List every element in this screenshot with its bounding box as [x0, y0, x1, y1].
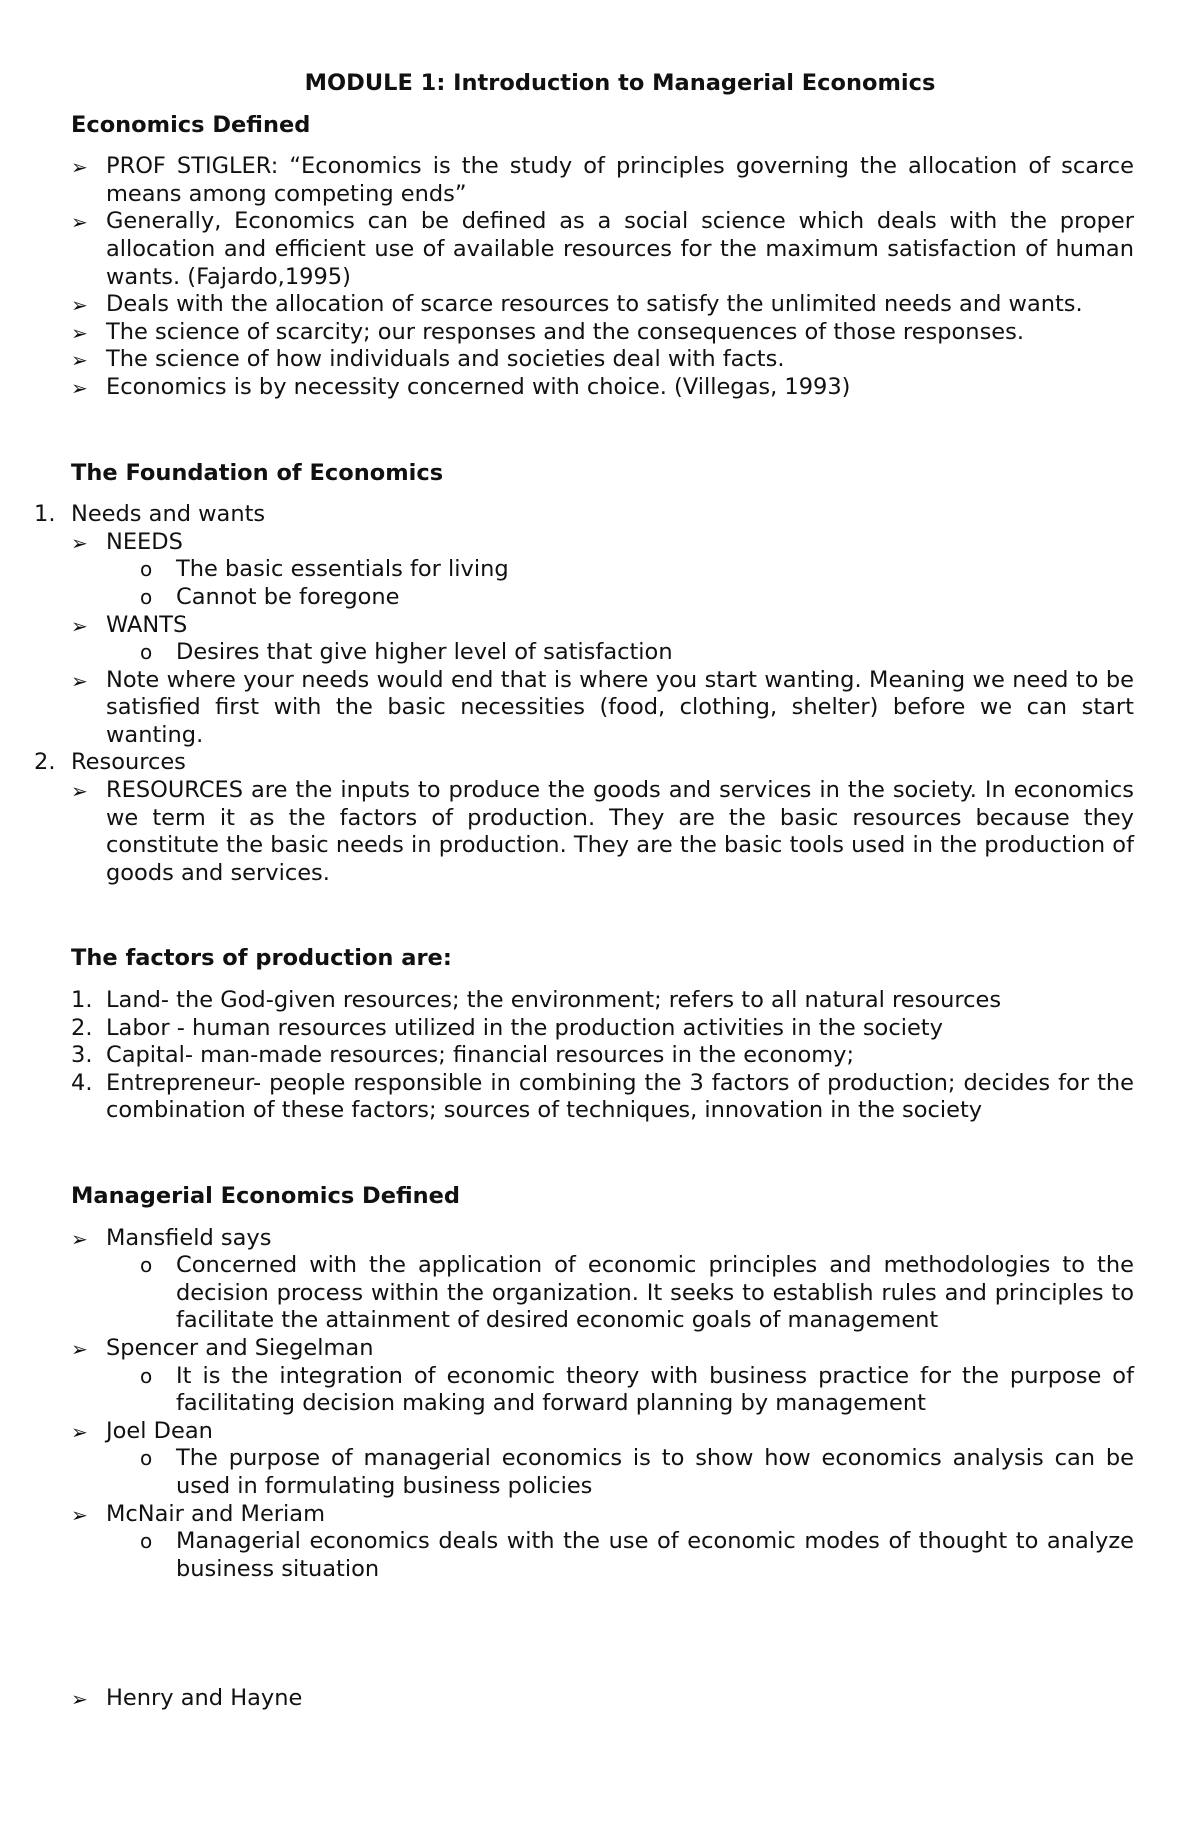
factors-list [71, 987, 1134, 1125]
list-item-label: Resources [71, 749, 186, 776]
arrow-bullet-icon: ➢ [71, 530, 88, 555]
list-item: o The purpose of managerial economics is to show how economics analysis can be used in formulating business policies [140, 1445, 1134, 1499]
list-item: ➢ McNair and Meriam o Managerial economics deals with the use of economic modes of thought to analyze business situation [71, 1500, 1134, 1582]
circle-bullet-icon: o [140, 557, 153, 582]
arrow-bullet-icon: ➢ [71, 1419, 88, 1444]
circle-bullet-icon: o [140, 584, 153, 609]
foundation-item-resources [34, 749, 1134, 887]
list-item: 2. Labor - human resources utilized in the production activities in the society [71, 1014, 943, 1041]
arrow-bullet-icon: ➢ [71, 1336, 88, 1361]
arrow-bullet-icon: ➢ [71, 293, 88, 318]
list-number: 2. [34, 749, 56, 776]
arrow-bullet-icon: ➢ [71, 1226, 88, 1251]
section-heading-foundation: The Foundation of Economics [71, 459, 444, 486]
section-heading-factors: The factors of production are: [71, 945, 452, 972]
list-item: o Concerned with the application of economic principles and methodologies to the decision process within the organization. It seeks to establish rules and principles to facilitate the attainment of desired economic goals of management [140, 1252, 1134, 1334]
list-item: ➢ The science of how individuals and societies deal with facts. [71, 346, 1134, 374]
section-heading-economics-defined: Economics Defined [71, 111, 311, 138]
list-item: ➢ The science of scarcity; our responses and the consequences of those responses. [71, 319, 1134, 347]
circle-bullet-icon: o [140, 1446, 153, 1471]
page-title: MODULE 1: Introduction to Managerial Economics [304, 70, 936, 96]
arrow-bullet-icon: ➢ [71, 348, 88, 373]
list-item-needs: ➢ NEEDS o The basic essentials for living o Cannot be foregone [71, 529, 1134, 612]
list-item-note: ➢ Note where your needs would end that is where you start wanting. Meaning we need to be satisfied first with the basic necessities (food, clothing, shelter) before we can start wanting. [71, 666, 1134, 748]
list-item: ➢ Spencer and Siegelman o It is the integration of economic theory with business practice for the purpose of facilitating decision making and forward planning by management [71, 1334, 1134, 1417]
arrow-bullet-icon: ➢ [71, 375, 88, 400]
arrow-bullet-icon: ➢ [71, 668, 88, 693]
list-number: 1. [34, 501, 56, 528]
arrow-bullet-icon: ➢ [71, 1687, 88, 1712]
section-heading-managerial: Managerial Economics Defined [71, 1183, 461, 1209]
circle-bullet-icon: o [140, 1253, 153, 1278]
list-item: ➢ Joel Dean o The purpose of managerial economics is to show how economics analysis can be used in formulating business policies [71, 1417, 1134, 1499]
foundation-item-needs-wants [34, 501, 1134, 749]
list-item: o Desires that give higher level of satisfaction [140, 639, 673, 666]
list-item: 4. Entrepreneur- people responsible in combining the 3 factors of production; decides for the combination of these factors; sources of techniques, innovation in the society [71, 1069, 1134, 1124]
list-item-label: Needs and wants [71, 501, 266, 528]
arrow-bullet-icon: ➢ [71, 320, 88, 345]
arrow-bullet-icon: ➢ [71, 155, 88, 180]
list-item: ➢ Henry and Hayne [71, 1685, 1134, 1713]
circle-bullet-icon: o [140, 1363, 153, 1388]
list-item: ➢ Generally, Economics can be defined as a social science which deals with the proper allocation and efficient use of available resources for the maximum satisfaction of human wants. (Fajardo,1995) [71, 208, 1134, 290]
list-item: ➢ Deals with the allocation of scarce resources to satisfy the unlimited needs and wants. [71, 291, 1134, 319]
list-item: ➢ RESOURCES are the inputs to produce the goods and services in the society. In economics we term it as the factors of production. They are the basic resources because they constitute the basic needs in production. They are the basic tools used in the production of goods and services. [71, 777, 1134, 886]
list-item: o It is the integration of economic theory with business practice for the purpose of facilitating decision making and forward planning by management [140, 1362, 1134, 1417]
list-item: ➢ PROF STIGLER: “Economics is the study of principles governing the allocation of scarce means among competing ends” [71, 153, 1134, 207]
arrow-bullet-icon: ➢ [71, 613, 88, 638]
list-item: ➢ Mansfield says o Concerned with the application of economic principles and methodologies to the decision process within the organization. It seeks to establish rules and principles to facilitate the attainment of desired economic goals of management [71, 1224, 1134, 1334]
economics-defined-list [71, 153, 1134, 401]
managerial-list [71, 1225, 1134, 1584]
list-item: ➢ Economics is by necessity concerned with choice. (Villegas, 1993) [71, 374, 1134, 402]
list-item: o The basic essentials for living [140, 556, 509, 583]
list-item-wants: ➢ WANTS o Desires that give higher level of satisfaction [71, 612, 1134, 667]
arrow-bullet-icon: ➢ [71, 210, 88, 235]
list-item: 1. Land- the God-given resources; the environment; refers to all natural resources [71, 987, 1002, 1014]
list-item: o Managerial economics deals with the use of economic modes of thought to analyze business situation [140, 1528, 1134, 1582]
arrow-bullet-icon: ➢ [71, 1502, 88, 1527]
circle-bullet-icon: o [140, 1529, 153, 1554]
list-item: o Cannot be foregone [140, 583, 400, 610]
arrow-bullet-icon: ➢ [71, 779, 88, 804]
list-item: 3. Capital- man-made resources; financial resources in the economy; [71, 1042, 855, 1069]
circle-bullet-icon: o [140, 640, 153, 665]
foundation-list [34, 501, 1134, 887]
managerial-list-continued [71, 1685, 1134, 1713]
